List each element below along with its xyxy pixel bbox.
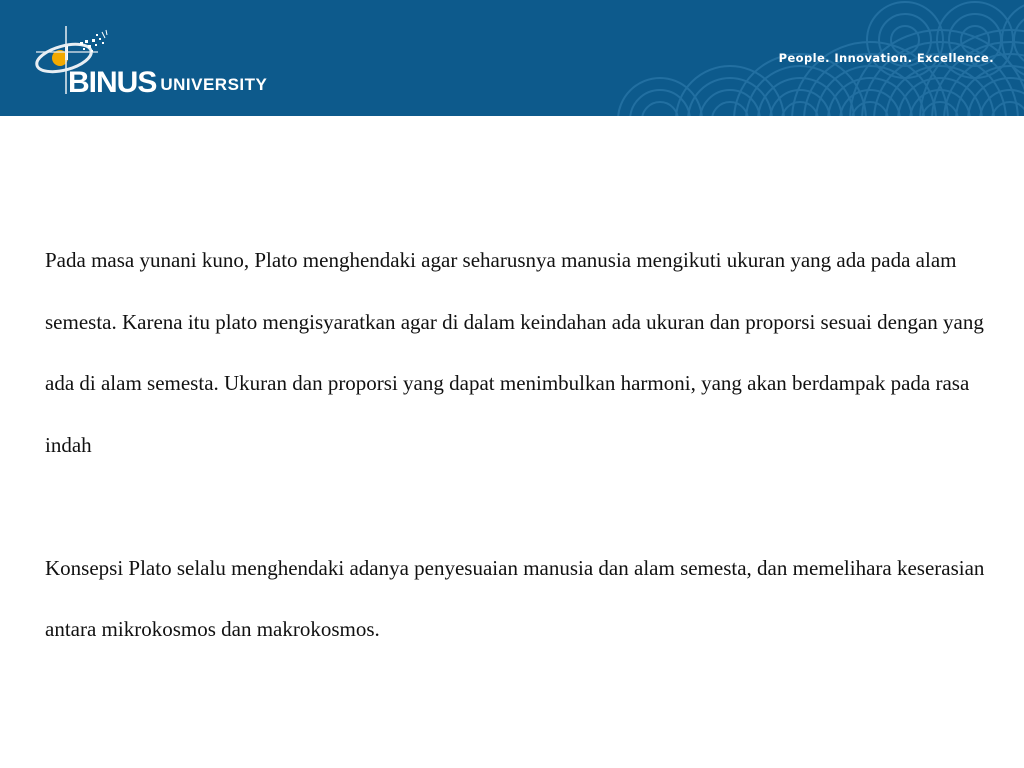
slide-body (45, 230, 1005, 661)
logo-name-secondary: UNIVERSITY (160, 75, 268, 94)
binus-logo[interactable] (22, 18, 302, 102)
body-paragraph: Konsepsi Plato selalu menghendaki adanya penyesuaian manusia dan alam semesta, dan memelihara keserasian antara mikrokosmos dan makrokosmos. (45, 555, 985, 641)
logo-name-primary: BINUS (68, 66, 157, 99)
body-paragraph: Pada masa yunani kuno, Plato menghendaki agar seharusnya manusia mengikuti ukuran yang ada pada alam semesta. Karena itu plato mengisyaratkan agar di dalam keindahan ada ukuran dan proporsi sesuai dengan yang ada di alam semesta. Ukuran dan proporsi yang dapat menimbulkan harmoni, yang akan berdampak pada rasa indah (45, 248, 984, 457)
logo-wordmark (68, 66, 267, 100)
header-band (0, 0, 1024, 116)
tagline: People. Innovation. Excellence. (778, 51, 994, 65)
